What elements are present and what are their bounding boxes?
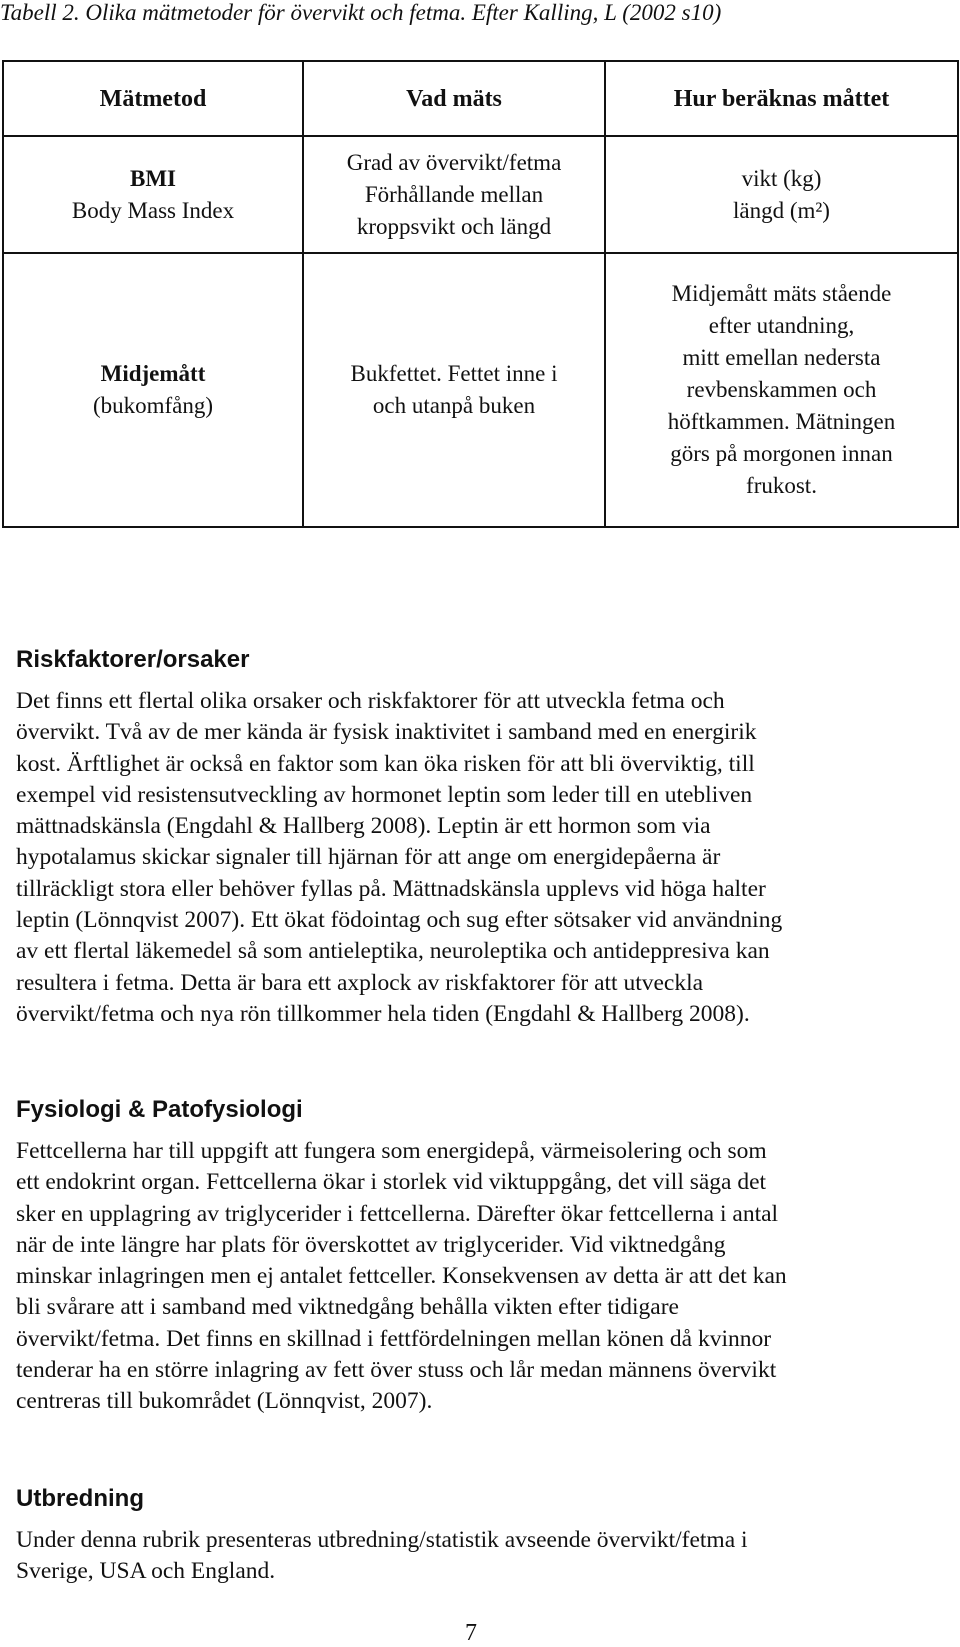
text-line: resultera i fetma. Detta är bara ett axplock av riskfaktorer för att utveckla — [16, 969, 704, 996]
how-line: höftkammen. Mätningen — [667, 409, 896, 434]
text-line: tillräckligt stora eller behöver fyllas på. Mättnadskänsla upplevs vid höga halter — [16, 875, 766, 902]
text-line: centreras till bukområdet (Lönnqvist, 2007). — [16, 1388, 433, 1415]
section-body-prevalence — [16, 1525, 956, 1588]
text-line: kost. Ärftlighet är också en faktor som kan öka risken för att bli överviktig, till — [16, 750, 755, 777]
text-line: mättnadskänsla (Engdahl & Hallberg 2008). Leptin är ett hormon som via — [16, 813, 711, 840]
section-body-risk — [16, 686, 956, 1030]
text-line: övervikt. Två av de mer kända är fysisk inaktivitet i samband med en energirik — [16, 719, 757, 746]
text-line: övervikt/fetma. Det finns en skillnad i fettfördelningen mellan könen då kvinnor — [16, 1325, 772, 1352]
text-line: av ett flertal läkemedel så som antieleptika, neuroleptika och antideppresiva kan — [16, 938, 770, 965]
cell-method — [3, 253, 303, 527]
how-line: efter utandning, — [708, 313, 855, 338]
how-line: frukost. — [746, 473, 817, 498]
text-line: Sverige, USA och England. — [16, 1558, 276, 1585]
section-heading-physiology: Fysiologi & Patofysiologi — [16, 1096, 303, 1123]
text-line: minskar inlagringen men ej antalet fettceller. Konsekvensen av detta är att det kan — [16, 1263, 787, 1290]
header-what: Vad mäts — [303, 61, 605, 136]
table-row — [3, 136, 958, 253]
method-sub: Body Mass Index — [71, 197, 235, 223]
how-line: vikt (kg) — [741, 165, 822, 191]
text-line: tenderar ha en större inlagring av fett över stuss och lår medan männens övervikt — [16, 1357, 777, 1384]
section-heading-prevalence: Utbredning — [16, 1485, 144, 1512]
how-line: längd (m²) — [733, 197, 830, 223]
text-line: hypotalamus skickar signaler till hjärnan för att ange om energidepåerna är — [16, 844, 721, 871]
what-line: och utanpå buken — [372, 393, 536, 418]
header-method: Mätmetod — [3, 61, 303, 136]
text-line: exempel vid resistensutveckling av hormonet leptin som leder till en utebliven — [16, 781, 753, 808]
how-line: revbenskammen och — [686, 377, 877, 402]
what-line: kroppsvikt och längd — [356, 213, 552, 239]
text-line: när de inte längre har plats för överskottet av triglycerider. Vid viktnedgång — [16, 1231, 726, 1258]
text-line: Det finns ett flertal olika orsaker och riskfaktorer för att utveckla fetma och — [16, 688, 725, 714]
how-line: Midjemått mäts stående — [671, 281, 892, 306]
what-line: Bukfettet. Fettet inne i — [350, 361, 558, 386]
text-line: sker en upplagring av triglycerider i fettcellerna. Därefter ökar fettcellerna i antal — [16, 1200, 779, 1227]
text-line: leptin (Lönnqvist 2007). Ett ökat födointag och sug efter sötsaker vid användning — [16, 907, 783, 934]
cell-how — [605, 253, 958, 527]
text-line: bli svårare att i samband med viktnedgång behålla vikten efter tidigare — [16, 1294, 679, 1321]
how-line: görs på morgonen innan — [670, 441, 893, 466]
text-line: övervikt/fetma och nya rön tillkommer hela tiden (Engdahl & Hallberg 2008). — [16, 1000, 750, 1027]
method-sub: (bukomfång) — [92, 393, 214, 418]
what-line: Förhållande mellan — [364, 181, 544, 207]
text-line: Fettcellerna har till uppgift att fungera som energidepå, värmeisolering och som — [16, 1138, 767, 1164]
text-line: ett endokrint organ. Fettcellerna ökar i storlek vid viktuppgång, det vill säga det — [16, 1169, 767, 1196]
table-header-row — [3, 61, 958, 136]
what-line: Grad av övervikt/fetma — [346, 149, 562, 175]
method-name: Midjemått — [100, 361, 206, 386]
table-row — [3, 253, 958, 527]
page-number: 7 — [465, 1620, 477, 1646]
section-body-physiology — [16, 1136, 956, 1418]
section-heading-risk: Riskfaktorer/orsaker — [16, 646, 250, 673]
cell-method — [3, 136, 303, 253]
measurement-methods-table — [2, 60, 959, 528]
text-line: Under denna rubrik presenteras utbredning/statistik avseende övervikt/fetma i — [16, 1527, 748, 1553]
method-name: BMI — [130, 165, 176, 191]
cell-what — [303, 253, 605, 527]
cell-how — [605, 136, 958, 253]
header-how: Hur beräknas måttet — [605, 61, 958, 136]
cell-what — [303, 136, 605, 253]
how-line: mitt emellan nedersta — [682, 345, 881, 370]
table-caption: Tabell 2. Olika mätmetoder för övervikt och fetma. Efter Kalling, L (2002 s10) — [0, 0, 722, 25]
